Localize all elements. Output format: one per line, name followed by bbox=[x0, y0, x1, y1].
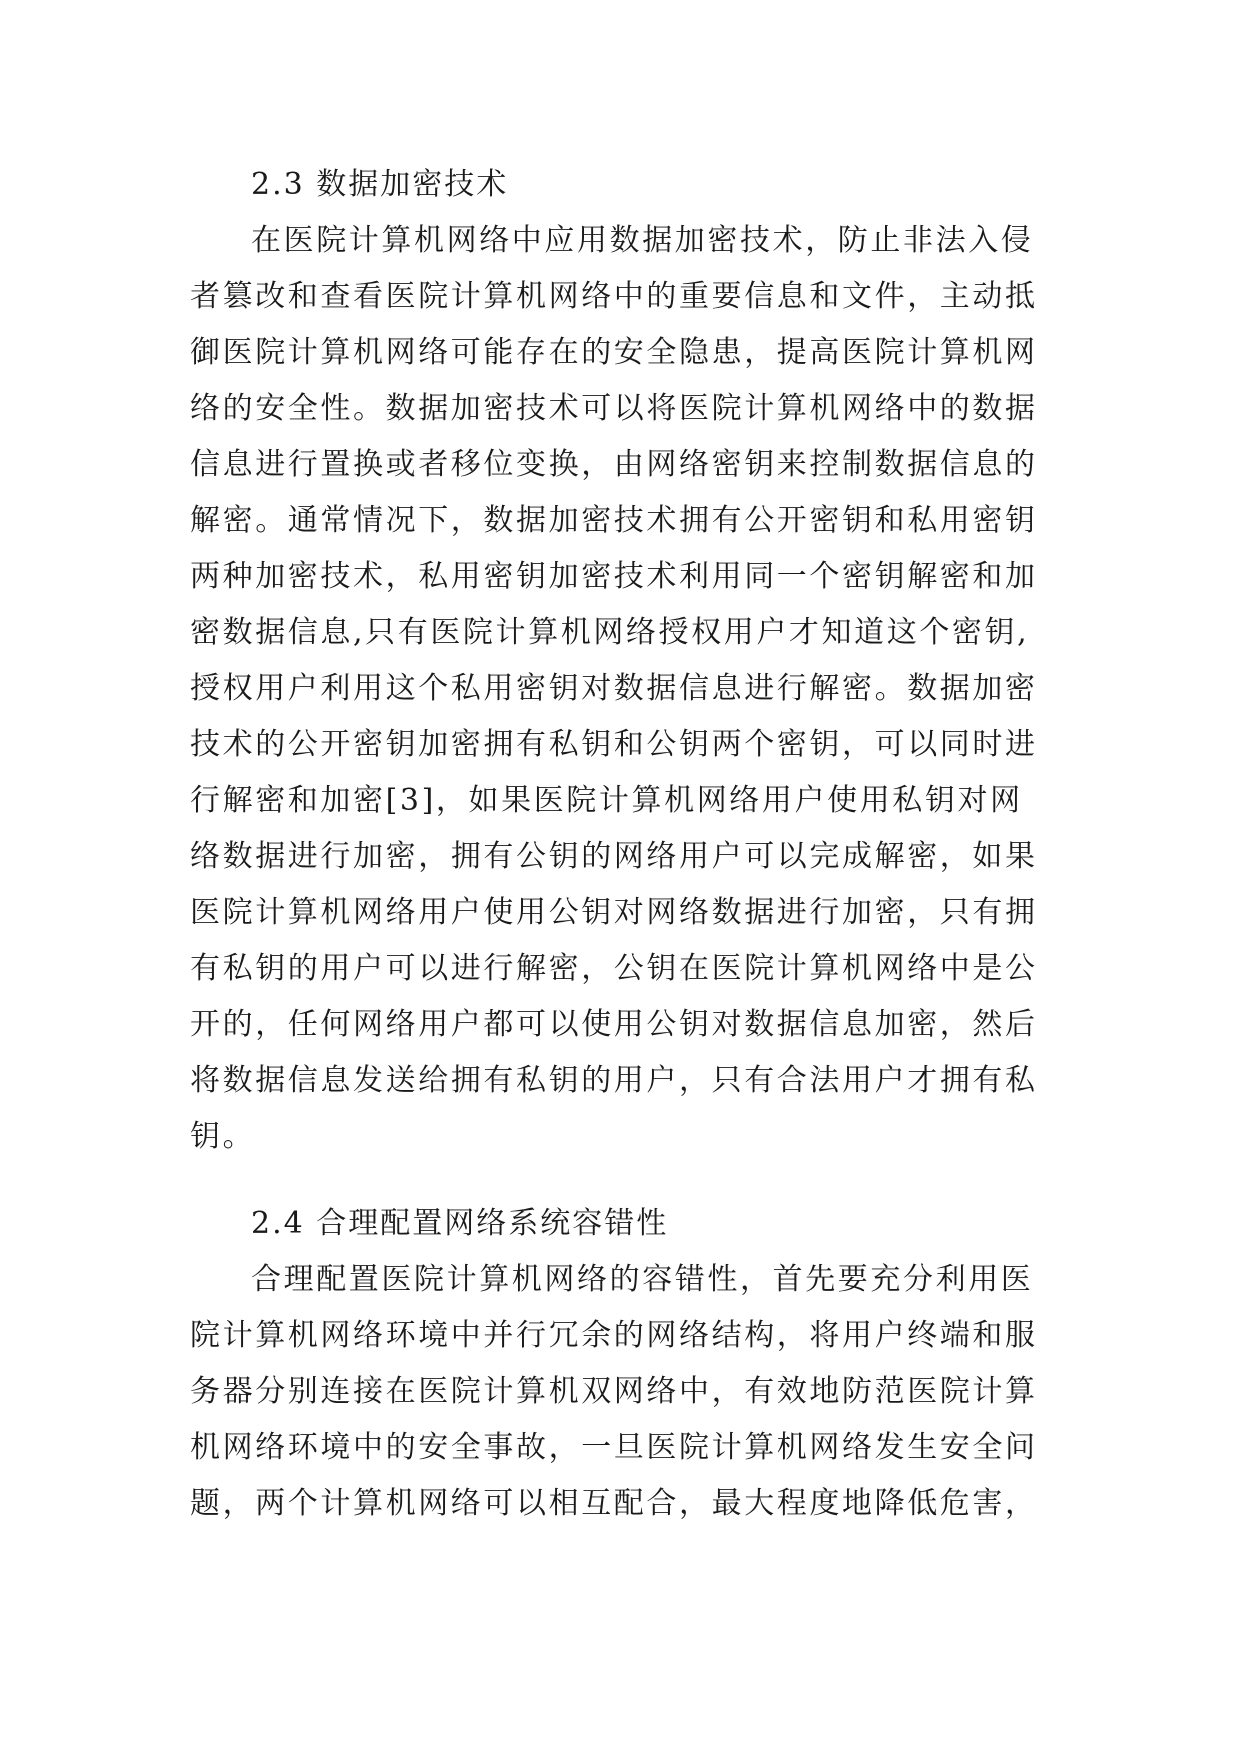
paragraph-line: 务器分别连接在医院计算机双网络中，有效地防范医院计算 bbox=[190, 1374, 1038, 1409]
paragraph-line: 合理配置医院计算机网络的容错性，首先要充分利用医 bbox=[251, 1262, 1034, 1297]
paragraph-line: 开的，任何网络用户都可以使用公钥对数据信息加密，然后 bbox=[190, 1007, 1038, 1042]
paragraph-line: 医院计算机网络用户使用公钥对网络数据进行加密，只有拥 bbox=[190, 895, 1038, 930]
paragraph-line: 络的安全性。数据加密技术可以将医院计算机网络中的数据 bbox=[190, 391, 1038, 426]
paragraph-line: 钥。 bbox=[190, 1119, 256, 1154]
section-heading-2-3: 2.3 数据加密技术 bbox=[251, 167, 509, 202]
paragraph-line: 将数据信息发送给拥有私钥的用户，只有合法用户才拥有私 bbox=[190, 1063, 1038, 1098]
paragraph-line: 御医院计算机网络可能存在的安全隐患，提高医院计算机网 bbox=[190, 335, 1038, 370]
paragraph-line: 题，两个计算机网络可以相互配合，最大程度地降低危害， bbox=[190, 1486, 1038, 1521]
paragraph-line: 解密。通常情况下，数据加密技术拥有公开密钥和私用密钥 bbox=[190, 503, 1038, 538]
paragraph-line: 院计算机网络环境中并行冗余的网络结构，将用户终端和服 bbox=[190, 1318, 1038, 1353]
paragraph-line: 有私钥的用户可以进行解密，公钥在医院计算机网络中是公 bbox=[190, 951, 1038, 986]
paragraph-line: 授权用户利用这个私用密钥对数据信息进行解密。数据加密 bbox=[190, 671, 1038, 706]
paragraph-line: 技术的公开密钥加密拥有私钥和公钥两个密钥，可以同时进 bbox=[190, 727, 1038, 762]
paragraph-line: 者篡改和查看医院计算机网络中的重要信息和文件，主动抵 bbox=[190, 279, 1038, 314]
paragraph-line: 在医院计算机网络中应用数据加密技术，防止非法入侵 bbox=[251, 223, 1034, 258]
paragraph-line: 行解密和加密[3]，如果医院计算机网络用户使用私钥对网 bbox=[190, 783, 1023, 818]
paragraph-line: 信息进行置换或者移位变换，由网络密钥来控制数据信息的 bbox=[190, 447, 1038, 482]
paragraph-line: 机网络环境中的安全事故，一旦医院计算机网络发生安全问 bbox=[190, 1430, 1038, 1465]
paragraph-line: 络数据进行加密，拥有公钥的网络用户可以完成解密，如果 bbox=[190, 839, 1038, 874]
section-heading-2-4: 2.4 合理配置网络系统容错性 bbox=[251, 1206, 669, 1241]
paragraph-line: 密数据信息,只有医院计算机网络授权用户才知道这个密钥, bbox=[190, 615, 1030, 650]
paragraph-line: 两种加密技术，私用密钥加密技术利用同一个密钥解密和加 bbox=[190, 559, 1038, 594]
